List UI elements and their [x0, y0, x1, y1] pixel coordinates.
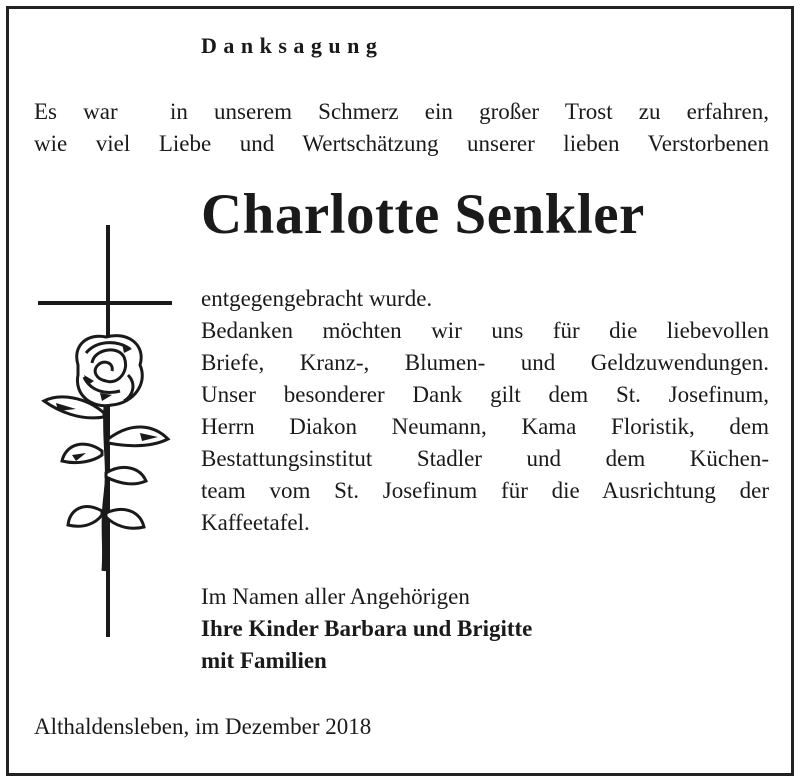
body-line: Bedanken möchten wir uns für die liebevollen — [201, 318, 769, 343]
signature-family: mit Familien — [201, 648, 327, 673]
body-line: Briefe, Kranz-, Blumen- und Geldzuwendungen. — [201, 350, 769, 375]
body-line: Bestattungsinstitut Stadler und dem Küchen- — [201, 446, 769, 471]
body-line: Herrn Diakon Neumann, Kama Floristik, dem — [201, 414, 769, 439]
intro-text — [34, 96, 769, 160]
intro-line: wie viel Liebe und Wertschätzung unserer lieben Verstorbenen — [34, 131, 769, 156]
signature-intro: Im Namen aller Angehörigen — [201, 584, 470, 609]
body-line: entgegengebracht wurde. — [201, 286, 433, 311]
deceased-name: Charlotte Senkler — [201, 183, 645, 246]
signature-block — [201, 581, 532, 677]
body-line: Unser besonderer Dank gilt dem St. Josefinum, — [201, 382, 769, 407]
place-and-date: Althaldensleben, im Dezember 2018 — [34, 714, 372, 739]
intro-line: Es war in unserem Schmerz ein großer Trost zu erfahren, — [34, 99, 769, 124]
cross-with-rose-icon — [36, 225, 186, 645]
signature-names: Ihre Kinder Barbara und Brigitte — [201, 616, 533, 641]
body-line: Kaffeetafel. — [201, 510, 310, 535]
body-text — [201, 283, 769, 539]
body-line: team vom St. Josefinum für die Ausrichtung der — [201, 478, 769, 503]
notice-heading: Danksagung — [201, 33, 384, 58]
